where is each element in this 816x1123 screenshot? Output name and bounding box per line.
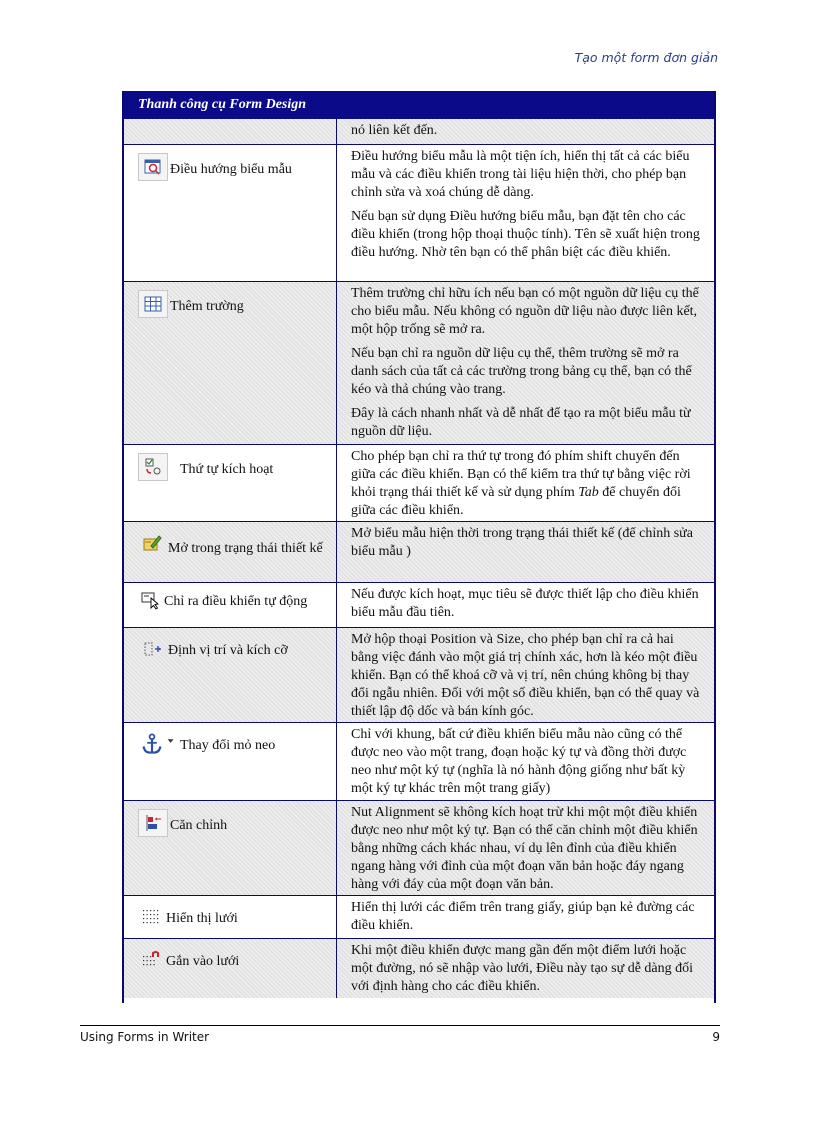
description-text: Thêm trường chỉ hữu ích nếu bạn có một nguồn dữ liệu cụ thể cho biểu mẫu. Nếu không có nguồn dữ liệu nào được liên kết, một hộp trống sẽ mở ra.: [351, 286, 699, 337]
description-text: Khi một điều khiển được mang gần đến một điểm lưới hoặc một đường, nó sẽ nhập vào lưới, Điều này tạo sự dễ dàng đối với định hàng cho các điều khiển.: [351, 943, 694, 994]
description-text: Mở biểu mẫu hiện thời trong trạng thái thiết kế (để chỉnh sửa biểu mẫu ): [351, 526, 693, 559]
display-grid-icon: [138, 904, 164, 930]
description-text: Nếu bạn sử dụng Điều hướng biểu mẫu, bạn đặt tên cho các điều khiển (trong hộp thoại thuộc tính). Tên sẽ xuất hiện trong điều hướng. Nhờ tên bạn có thể phân biệt các điều khiển.: [351, 209, 700, 260]
anchor-icon: [138, 731, 178, 757]
snap-to-grid-icon: [138, 947, 164, 973]
table-row: [124, 119, 714, 144]
table-row: [124, 938, 714, 998]
table-row: [124, 627, 714, 722]
running-header: Tạo một form đơn giản: [574, 50, 718, 65]
page-number: 9: [712, 1030, 720, 1044]
table-row: [124, 800, 714, 895]
add-field-icon: [138, 290, 168, 318]
tool-label: Thay đổi mỏ neo: [180, 738, 276, 753]
table-row: [124, 281, 714, 444]
position-and-size-icon: [138, 636, 166, 662]
open-in-design-mode-icon: [138, 530, 166, 556]
footer-title: Using Forms in Writer: [80, 1030, 210, 1044]
continuation-text: nó liên kết đến.: [351, 123, 438, 138]
form-navigator-icon: [138, 153, 168, 181]
description-text: Hiển thị lưới các điểm trên trang giấy, giúp bạn kẻ đường các điều khiển.: [351, 900, 695, 933]
table-row: [124, 722, 714, 800]
form-design-toolbar-table: [122, 91, 716, 1003]
table-title: Thanh công cụ Form Design: [124, 91, 714, 119]
tool-label: Gắn vào lưới: [166, 954, 240, 969]
table-row: [124, 144, 714, 281]
page-footer: [80, 1025, 720, 1044]
description-text: Cho phép bạn chỉ ra thứ tự trong đó phím shift chuyển đến giữa các điều khiển. Bạn có thể kiểm tra thứ tự bằng việc rời khỏi trạng thái thiết kế và sử dụng phím Tab để chuyển đổi giữa các điều khiển.: [351, 449, 691, 518]
tool-label: Điều hướng biểu mẫu: [170, 162, 292, 177]
description-text: Nut Alignment sẽ không kích hoạt trừ khi một một điều khiển được neo như một ký tự. Bạn có thể căn chỉnh một điều khiển bằng những cách khác nhau, ví dụ lên đỉnh của điều khiển ngang hàng với đỉnh của một đoạn văn bản hoặc đáy ngang hàng với đáy của một đoạn văn bản.: [351, 805, 698, 892]
description-text: Chỉ với khung, bất cứ điều khiển biểu mẫu nào cũng có thể được neo vào một trang, đoạn hoặc ký tự và đồng thời được neo như một ký tự (nghĩa là nó hành động giống như bất kỳ một ký tự khác trên một trang giấy): [351, 727, 687, 796]
tool-label: Định vị trí và kích cỡ: [168, 643, 288, 658]
alignment-icon: [138, 809, 168, 837]
tool-label: Chỉ ra điều khiển tự động: [164, 594, 308, 609]
description-text: Mở hộp thoại Position và Size, cho phép bạn chỉ ra cả hai bằng việc đánh vào một giá trị chính xác, hơn là kéo một điều khiển. Bạn có thể khoá cỡ và vị trí, nên chúng không bị thay đổi ngẫu nhiên. Đối với một số điều khiển, bạn có thể quay và thiết lập độ dốc và bán kính góc.: [351, 632, 700, 719]
description-text: Đây là cách nhanh nhất và dễ nhất để tạo ra một biểu mẫu từ nguồn dữ liệu.: [351, 406, 691, 439]
tool-label: Hiển thị lưới: [166, 911, 238, 926]
automatic-control-focus-icon: [138, 587, 162, 613]
table-row: [124, 895, 714, 938]
description-text: Nếu được kích hoạt, mục tiêu sẽ được thiết lập cho điều khiển biểu mẫu đầu tiên.: [351, 587, 699, 620]
tool-label: Mở trong trạng thái thiết kế: [168, 541, 323, 556]
table-row: [124, 444, 714, 521]
activation-order-icon: [138, 453, 168, 481]
table-row: [124, 521, 714, 582]
description-text: Điều hướng biểu mẫu là một tiện ích, hiển thị tất cả các biểu mẫu và các điều khiển trong tài liệu hiện thời, cho phép bạn chỉnh sửa và xoá chúng dễ dàng.: [351, 149, 690, 200]
tool-label: Căn chỉnh: [170, 818, 228, 833]
table-row: [124, 582, 714, 627]
tool-label: Thêm trường: [170, 299, 244, 314]
description-text: Nếu bạn chỉ ra nguồn dữ liệu cụ thể, thêm trường sẽ mở ra danh sách của tất cả các trường trong bảng cụ thể, bạn có thể kéo và thả chúng vào trang.: [351, 346, 692, 397]
tool-label: Thứ tự kích hoạt: [180, 462, 274, 477]
